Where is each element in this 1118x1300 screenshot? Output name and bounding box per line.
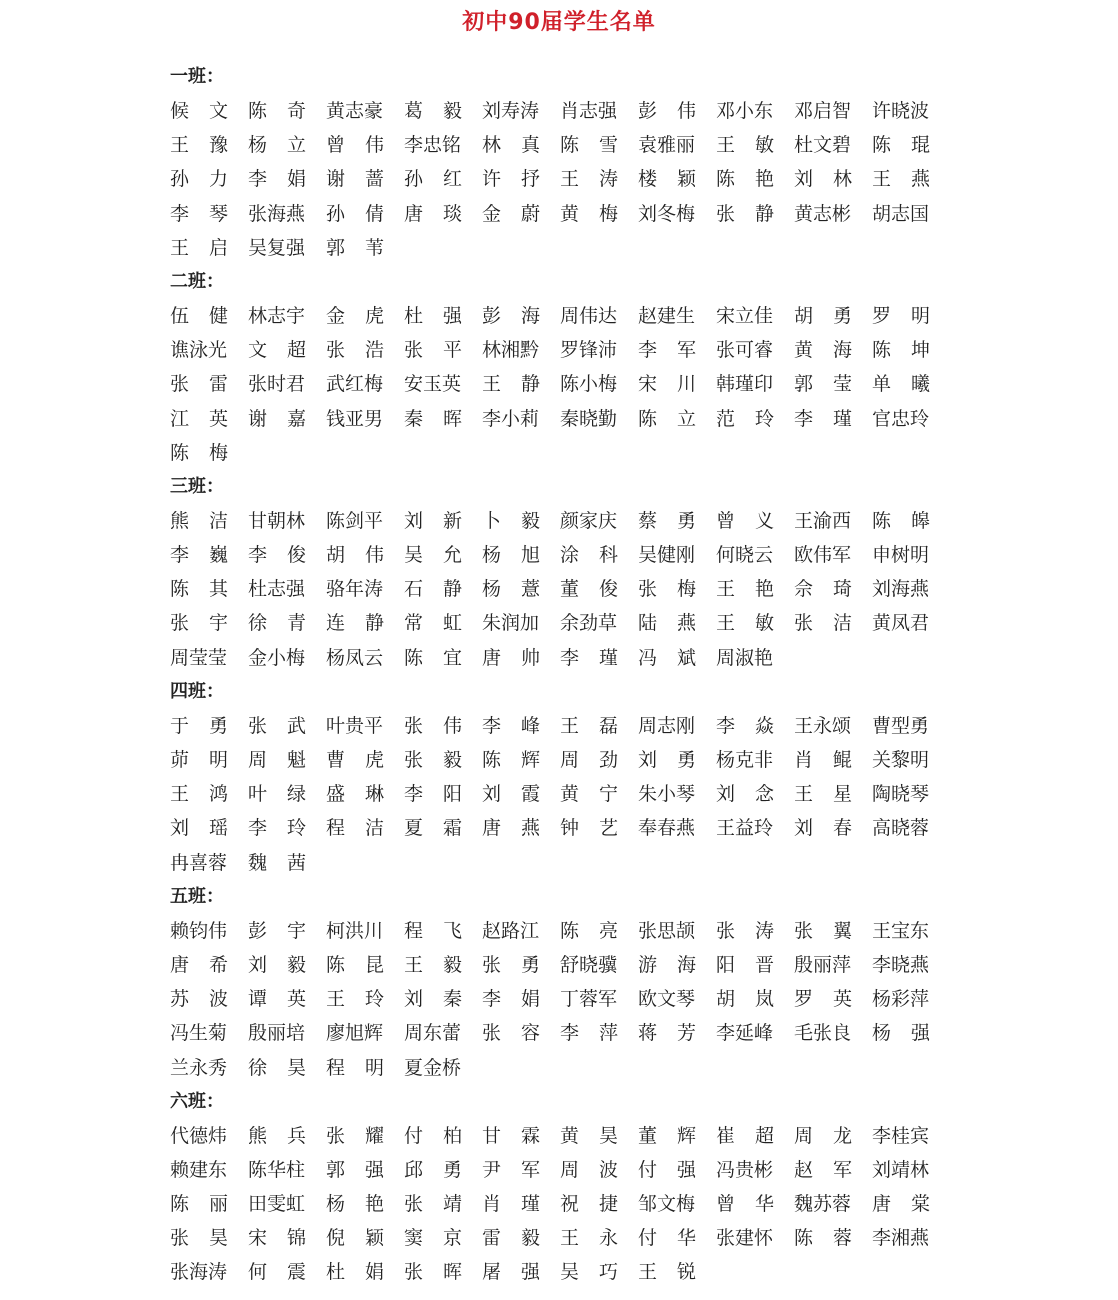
student-name: 张 洁 [794,612,852,635]
student-name: 张 勇 [482,953,540,976]
student-name: 何 震 [248,1261,306,1284]
student-name: 王 燕 [872,168,930,191]
student-name: 宋立佳 [716,304,774,327]
student-name: 李 巍 [170,544,228,567]
student-name: 孙 红 [404,168,462,191]
student-name: 陈 艳 [716,168,774,191]
student-name: 张 雷 [170,373,228,396]
student-name: 张 容 [482,1022,540,1045]
student-name: 佘 琦 [794,578,852,601]
student-name: 杨克非 [716,749,774,771]
class-section [170,880,950,1085]
student-name: 秦 晖 [404,407,462,430]
student-name: 张 昊 [170,1227,228,1250]
student-name: 陈 其 [170,578,228,601]
student-name: 熊 洁 [170,509,228,532]
student-name: 杨 艳 [326,1193,384,1216]
student-name: 周志刚 [638,714,696,737]
student-name: 黄志豪 [326,100,384,122]
student-name: 张 耀 [326,1124,384,1147]
student-name: 韩瑾印 [716,373,774,396]
student-name-grid [170,504,950,675]
student-name: 张 毅 [404,749,462,771]
student-name: 林志宇 [248,304,306,327]
student-name: 叶 绿 [248,783,306,806]
student-name: 舒晓骥 [560,953,618,976]
student-name: 张 浩 [326,339,384,362]
student-name: 李桂宾 [872,1124,930,1147]
student-name: 张 晖 [404,1261,462,1284]
student-name: 黄凤君 [872,612,930,635]
student-name: 刘 霞 [482,783,540,806]
student-name: 王 涛 [560,168,618,191]
student-name: 陈 琨 [872,134,930,157]
student-name: 彭 宇 [248,919,306,942]
student-name: 王 锐 [638,1261,696,1284]
class-label: 二班： [170,270,224,292]
student-name: 周 魁 [248,749,306,771]
student-name: 雷 毅 [482,1227,540,1250]
student-name: 黄 宁 [560,783,618,806]
student-name: 朱小琴 [638,783,696,806]
student-name: 余劲草 [560,612,618,635]
student-name: 邱 勇 [404,1158,462,1181]
student-name: 陈剑平 [326,509,384,532]
student-name: 张 宇 [170,612,228,635]
student-name: 胡 岚 [716,988,774,1011]
class-label: 四班： [170,680,224,702]
student-name: 陈 奇 [248,100,306,122]
student-name: 李 峰 [482,714,540,737]
student-name: 王 磊 [560,714,618,737]
student-name: 陈 亮 [560,919,618,942]
student-name: 金 蔚 [482,202,540,225]
student-name: 谯泳光 [170,339,228,362]
student-name: 赵 军 [794,1158,852,1181]
student-name: 卜 毅 [482,509,540,532]
student-name: 杨凤云 [326,646,384,669]
student-name: 李 瑾 [794,407,852,430]
student-name: 陶晓琴 [872,783,930,806]
student-name: 赵建生 [638,304,696,327]
student-name: 官忠玲 [872,407,930,430]
student-name: 窦 京 [404,1227,462,1250]
student-name: 叶贵平 [326,714,384,737]
student-name: 罗锋沛 [560,339,618,362]
student-name: 廖旭辉 [326,1022,384,1045]
student-name: 肖 瑾 [482,1193,540,1216]
student-name: 袁雅丽 [638,134,696,157]
student-name: 尹 军 [482,1158,540,1181]
student-name: 冉喜蓉 [170,851,228,874]
student-name: 张思颉 [638,919,696,942]
student-name: 甘 霖 [482,1124,540,1147]
student-name: 王 静 [482,373,540,396]
student-name: 伍 健 [170,304,228,327]
student-name-grid [170,94,950,265]
student-name: 于 勇 [170,714,228,737]
student-name: 王 鸿 [170,783,228,806]
student-name: 徐 昊 [248,1056,306,1079]
student-name: 王 启 [170,236,228,259]
student-name: 高晓蓉 [872,817,930,840]
student-name: 金小梅 [248,646,306,669]
student-name: 秦晓勤 [560,407,618,430]
student-name: 石 静 [404,578,462,601]
student-name: 曾 华 [716,1193,774,1216]
student-name: 冯生菊 [170,1022,228,1045]
student-name: 王永颂 [794,714,852,737]
student-name: 朱润加 [482,612,540,635]
student-name: 唐 帅 [482,646,540,669]
student-name: 阳 晋 [716,953,774,976]
student-name: 刘 瑶 [170,817,228,840]
student-name: 张 涛 [716,919,774,942]
class-label: 五班： [170,885,224,907]
student-name: 李 俊 [248,544,306,567]
student-name: 熊 兵 [248,1124,306,1147]
student-name: 蔡 勇 [638,509,696,532]
student-name: 唐 棠 [872,1193,930,1216]
student-name: 江 英 [170,407,228,430]
student-name: 冯贵彬 [716,1158,774,1181]
student-name: 夏 霜 [404,817,462,840]
student-name: 武红梅 [326,373,384,396]
student-name: 王 敏 [716,612,774,635]
student-name: 李 焱 [716,714,774,737]
student-name: 申树明 [872,544,930,567]
student-name: 曹型勇 [872,714,930,737]
student-name-grid [170,1119,950,1290]
student-name: 李 玲 [248,817,306,840]
student-name: 谭 英 [248,988,306,1011]
student-name: 黄志彬 [794,202,852,225]
student-name: 宋 锦 [248,1227,306,1250]
class-section [170,265,950,470]
student-name: 林 真 [482,134,540,157]
student-name: 王益玲 [716,817,774,840]
student-name: 孙 倩 [326,202,384,225]
student-name: 李延峰 [716,1022,774,1045]
student-name: 宋 川 [638,373,696,396]
student-name: 倪 颖 [326,1227,384,1250]
student-name: 屠 强 [482,1261,540,1284]
student-name: 刘寿涛 [482,100,540,122]
student-name: 范 玲 [716,407,774,430]
student-name: 谢 嘉 [248,407,306,430]
student-name: 陈 梅 [170,441,228,464]
student-name: 张 翼 [794,919,852,942]
student-name: 兰永秀 [170,1056,228,1079]
student-name: 张时君 [248,373,306,396]
student-name: 胡 伟 [326,544,384,567]
student-name: 葛 毅 [404,100,462,122]
student-name: 邓小东 [716,100,774,122]
student-name: 陈 昆 [326,953,384,976]
student-name: 李 琴 [170,202,228,225]
student-name: 楼 颖 [638,168,696,191]
student-name: 张 静 [716,202,774,225]
student-name: 许 抒 [482,168,540,191]
student-name: 程 飞 [404,919,462,942]
student-name: 程 明 [326,1056,384,1079]
student-name: 周 劲 [560,749,618,771]
student-name: 李 军 [638,339,696,362]
student-name: 郭 苇 [326,236,384,259]
student-name: 周 波 [560,1158,618,1181]
student-name: 钟 艺 [560,817,618,840]
student-name: 黄 梅 [560,202,618,225]
student-name: 唐 琰 [404,202,462,225]
student-name: 程 洁 [326,817,384,840]
student-name: 罗 明 [872,304,930,327]
student-name: 刘 毅 [248,953,306,976]
student-name: 杜志强 [248,578,306,601]
student-name: 王渝西 [794,509,852,532]
student-name: 唐 燕 [482,817,540,840]
student-name: 曾 伟 [326,134,384,157]
student-name: 崔 超 [716,1124,774,1147]
student-name: 董 辉 [638,1124,696,1147]
student-name: 赵路江 [482,919,540,942]
student-name: 刘 秦 [404,988,462,1011]
student-name: 常 虹 [404,612,462,635]
student-name: 奉春燕 [638,817,696,840]
student-name: 代德炜 [170,1124,228,1147]
student-name: 关黎明 [872,749,930,771]
student-name: 魏 茜 [248,851,306,874]
student-name: 胡 勇 [794,304,852,327]
student-name: 许晓波 [872,100,930,122]
student-name: 吴 允 [404,544,462,567]
student-name: 周东蕾 [404,1022,462,1045]
student-name: 彭 海 [482,304,540,327]
student-name: 杜文碧 [794,134,852,157]
class-section [170,60,950,265]
student-name: 甘朝林 [248,509,306,532]
student-name: 徐 青 [248,612,306,635]
student-name: 李 娟 [482,988,540,1011]
student-name: 杨 薏 [482,578,540,601]
student-name: 曾 义 [716,509,774,532]
student-name: 游 海 [638,953,696,976]
student-name: 李湘燕 [872,1227,930,1250]
student-name: 董 俊 [560,578,618,601]
student-name: 金 虎 [326,304,384,327]
student-name: 陈 宜 [404,646,462,669]
student-name: 茆 明 [170,749,228,771]
student-name: 王 永 [560,1227,618,1250]
student-name: 周伟达 [560,304,618,327]
class-roster [170,60,950,1290]
student-name: 涂 科 [560,544,618,567]
student-name: 李 娟 [248,168,306,191]
student-name: 赖建东 [170,1158,228,1181]
student-name: 邹文梅 [638,1193,696,1216]
student-name: 刘 勇 [638,749,696,771]
student-name: 陈 蓉 [794,1227,852,1250]
student-name: 刘 春 [794,817,852,840]
student-name: 刘 新 [404,509,462,532]
student-name: 柯洪川 [326,919,384,942]
student-name: 郭 强 [326,1158,384,1181]
student-name: 王 星 [794,783,852,806]
student-name: 胡志国 [872,202,930,225]
student-name: 曹 虎 [326,749,384,771]
student-name: 刘 林 [794,168,852,191]
student-name: 刘 念 [716,783,774,806]
student-name: 林湘黔 [482,339,540,362]
student-name: 刘海燕 [872,578,930,601]
student-name: 文 超 [248,339,306,362]
student-name: 盛 琳 [326,783,384,806]
student-name: 王 玲 [326,988,384,1011]
student-name: 陆 燕 [638,612,696,635]
student-name: 郭 莹 [794,373,852,396]
student-name: 周莹莹 [170,646,228,669]
class-section [170,1085,950,1290]
student-name: 李忠铭 [404,134,462,157]
student-name: 付 华 [638,1227,696,1250]
student-name: 付 柏 [404,1124,462,1147]
student-name: 骆年涛 [326,578,384,601]
student-name: 赖钧伟 [170,919,228,942]
student-name: 张海燕 [248,202,306,225]
student-name: 夏金桥 [404,1056,462,1079]
student-name: 陈 坤 [872,339,930,362]
student-name: 孙 力 [170,168,228,191]
student-name-grid [170,914,950,1085]
student-name: 彭 伟 [638,100,696,122]
student-name: 李晓燕 [872,953,930,976]
student-name: 刘靖林 [872,1158,930,1181]
student-name: 肖志强 [560,100,618,122]
student-name: 张 武 [248,714,306,737]
student-name-grid [170,299,950,470]
student-name: 冯 斌 [638,646,696,669]
student-name: 张海涛 [170,1261,228,1284]
student-name: 毛张良 [794,1022,852,1045]
student-name: 吴复强 [248,236,306,259]
student-name: 李 阳 [404,783,462,806]
student-name: 祝 捷 [560,1193,618,1216]
student-name: 安玉英 [404,373,462,396]
student-name: 吴 巧 [560,1261,618,1284]
student-name: 邓启智 [794,100,852,122]
student-name: 谢 蔷 [326,168,384,191]
student-name: 王 艳 [716,578,774,601]
student-name: 殷丽萍 [794,953,852,976]
student-name: 张 靖 [404,1193,462,1216]
student-name: 陈华柱 [248,1158,306,1181]
student-name: 黄 海 [794,339,852,362]
page-title: 初中90届学生名单 [462,10,656,35]
student-name: 张 平 [404,339,462,362]
student-name: 陈 辉 [482,749,540,771]
student-name: 陈 皞 [872,509,930,532]
student-name: 苏 波 [170,988,228,1011]
student-name: 颜家庆 [560,509,618,532]
student-name: 丁蓉军 [560,988,618,1011]
student-name: 吴健刚 [638,544,696,567]
student-name: 杨 立 [248,134,306,157]
student-name: 杜 娟 [326,1261,384,1284]
student-name: 张 伟 [404,714,462,737]
student-name: 魏苏蓉 [794,1193,852,1216]
student-name: 陈 雪 [560,134,618,157]
student-name: 欧文琴 [638,988,696,1011]
student-name: 殷丽培 [248,1022,306,1045]
student-name: 陈 丽 [170,1193,228,1216]
student-name: 李 萍 [560,1022,618,1045]
student-name: 李小莉 [482,407,540,430]
class-label: 三班： [170,475,224,497]
student-name: 刘冬梅 [638,202,696,225]
student-name: 周淑艳 [716,646,774,669]
student-name: 王宝东 [872,919,930,942]
student-name: 李 瑾 [560,646,618,669]
student-name: 候 文 [170,100,228,122]
class-section [170,675,950,880]
student-name: 周 龙 [794,1124,852,1147]
class-label: 一班： [170,66,224,87]
student-name: 陈小梅 [560,373,618,396]
student-name: 杨 旭 [482,544,540,567]
student-name: 欧伟军 [794,544,852,567]
student-name: 罗 英 [794,988,852,1011]
student-name: 张 梅 [638,578,696,601]
student-name: 王 敏 [716,134,774,157]
student-name: 杨彩萍 [872,988,930,1011]
student-name: 肖 鲲 [794,749,852,771]
student-name: 钱亚男 [326,407,384,430]
student-name: 单 曦 [872,373,930,396]
student-name: 何晓云 [716,544,774,567]
student-name: 蒋 芳 [638,1022,696,1045]
student-name: 田雯虹 [248,1193,306,1216]
student-name: 张建怀 [716,1227,774,1250]
student-name: 连 静 [326,612,384,635]
student-name: 张可睿 [716,339,774,362]
class-section [170,470,950,675]
student-name: 杨 强 [872,1022,930,1045]
student-name: 杜 强 [404,304,462,327]
class-label: 六班： [170,1090,224,1112]
student-name: 王 豫 [170,134,228,157]
student-name: 陈 立 [638,407,696,430]
student-name: 王 毅 [404,953,462,976]
student-name: 付 强 [638,1158,696,1181]
student-name: 唐 希 [170,953,228,976]
student-name: 黄 昊 [560,1124,618,1147]
student-name-grid [170,709,950,880]
